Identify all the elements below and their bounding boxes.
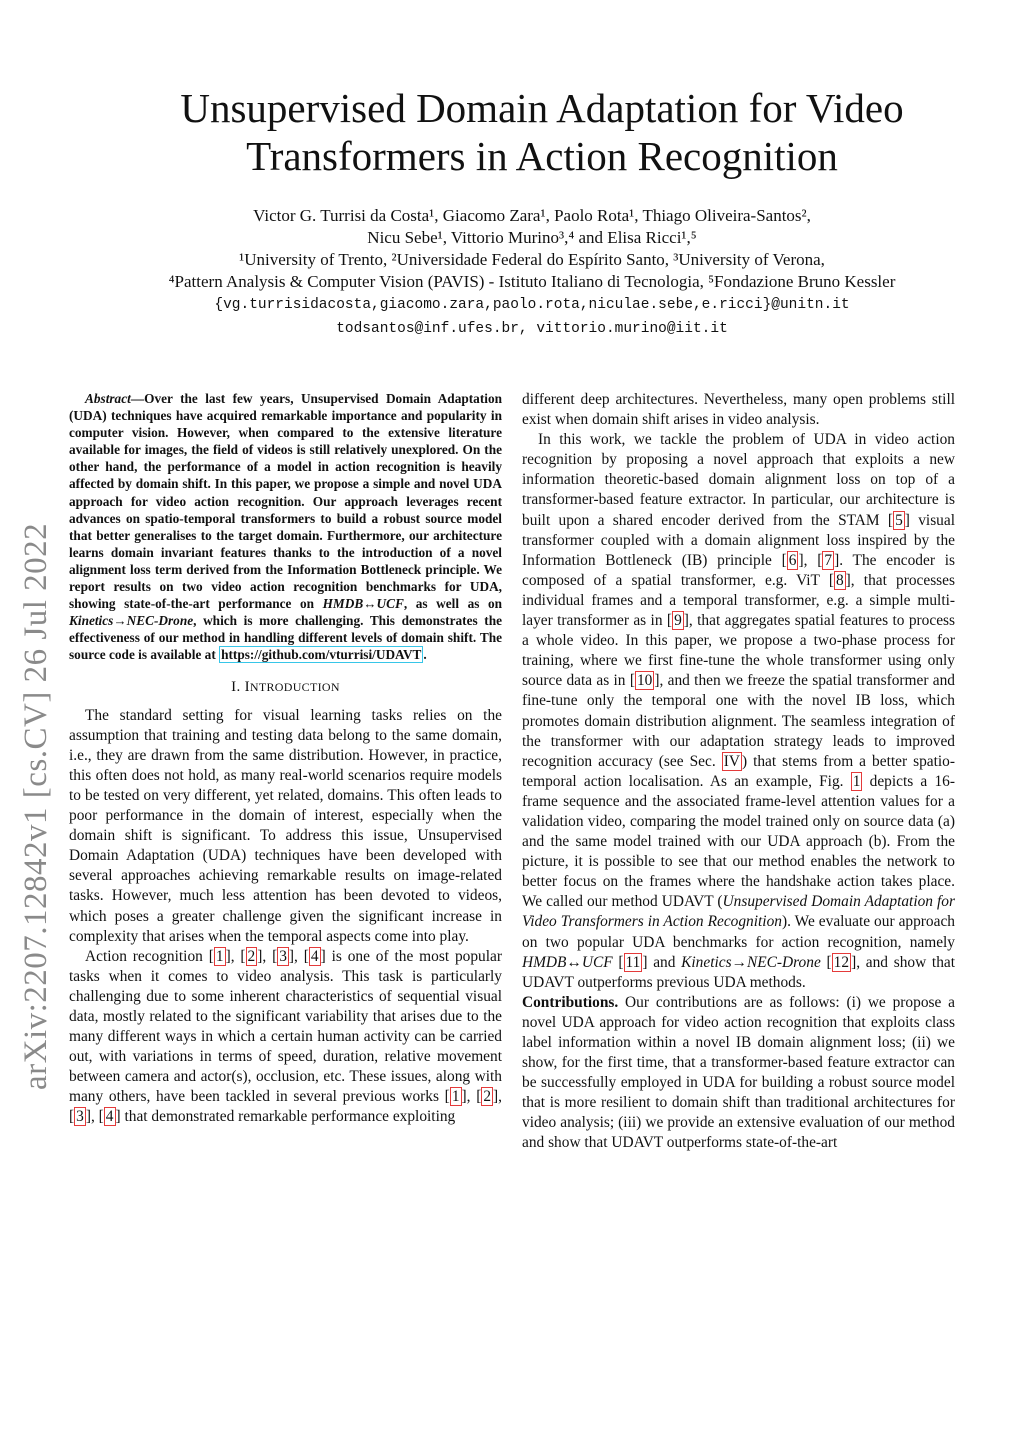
emails-line-1: {vg.turrisidacosta,giacomo.zara,paolo.rota,niculae.sebe,e.ricci}@unitn.it bbox=[214, 297, 850, 313]
citation-link[interactable]: 9 bbox=[674, 612, 682, 630]
citation-link[interactable]: 6 bbox=[788, 551, 797, 569]
title-line-2: Transformers in Action Recognition bbox=[246, 133, 838, 179]
citation-link[interactable]: 2 bbox=[483, 1088, 492, 1106]
section-heading-introduction: I. INTRODUCTION bbox=[231, 678, 340, 695]
authors-line-1: Victor G. Turrisi da Costa¹, Giacomo Zara¹, Paolo Rota¹, Thiago Oliveira-Santos², bbox=[253, 206, 811, 225]
right-column bbox=[522, 390, 955, 1154]
left-column bbox=[69, 390, 502, 1128]
paper-title bbox=[60, 84, 1024, 180]
citation-link[interactable]: 8 bbox=[835, 571, 844, 589]
abstract-label: Abstract bbox=[85, 391, 131, 406]
citation-link[interactable]: 3 bbox=[279, 947, 287, 965]
affiliations-line-1: ¹University of Trento, ²Universidade Federal do Espírito Santo, ³University of Verona, bbox=[239, 250, 825, 269]
arxiv-identifier: arXiv:2207.12842v1 [cs.CV] 26 Jul 2022 bbox=[18, 522, 54, 1090]
intro-paragraph-1: The standard setting for visual learning tasks relies on the assumption that training and testing data belong to the same domain, i.e., they are drawn from the same distribution. However, in practice, this often does not hold, as many real-world scenarios require models to be tested on very different, yet related, domains. This often leads to poor performance in the domain of interest, especially when the domain shift is significant. To address this issue, Unsupervised Domain Adaptation (UDA) techniques have been developed with several approaches achieving remarkable results on image-related tasks. However, much less attention has been devoted to videos, which poses a greater challenge given the significant increase in complexity that arises when the temporal aspects come into play. bbox=[69, 706, 502, 945]
citation-link[interactable]: 4 bbox=[310, 947, 319, 965]
citation-link[interactable]: 2 bbox=[247, 947, 256, 965]
contributions-label: Contributions. bbox=[522, 993, 619, 1011]
citation-link[interactable]: 4 bbox=[105, 1108, 114, 1126]
citation-link[interactable]: 1 bbox=[451, 1088, 460, 1106]
figure-link[interactable]: 1 bbox=[852, 772, 861, 790]
citation-link[interactable]: 1 bbox=[215, 947, 224, 965]
citation-link[interactable]: 12 bbox=[833, 953, 850, 971]
intro-paragraph-4: In this work, we tackle the problem of UDA in video action recognition by proposing a novel approach that exploits a new information theoretic-based domain alignment loss on top of a transformer-based feature extractor. In particular, our architecture is built upon a shared encoder derived from the STAM [ 5 ] visual transformer coupled with a domain alignment loss inspired by the Information Bottleneck (IB) principle [ 6 ], [ 7 ]. The encoder is composed of a spatial transformer, e.g. ViT [ 8 ], that processes individual frames and a temporal transformer, e.g. a simple multi-layer transformer as in [ 9 ], that aggregates spatial features to process a whole video. In this paper, we propose a two-phase process for training, where we first fine-tune the whole transformer using only source data as in [ 10 ], and then we freeze the spatial transformer and fine-tune only the temporal one with the novel IB loss, which promotes domain distribution alignment. The seamless integration of the transformer with our adaptation strategy leads to improved recognition accuracy (see Sec. IV ) that stems from a better spatio-temporal action localisation. As an example, Fig. 1 depicts a 16-frame sequence and the associated frame-level attention values for a validation video, comparing the model trained only on source data (a) and the same model trained with our UDA approach (b). From the picture, it is possible to see that our method enables the network to better focus on the frames where the handshake action takes place. We called our method UDAVT (Unsupervised Domain Adaptation for Video Transformers in Action Recognition). We evaluate our approach on two popular UDA benchmarks for action recognition, namely HMDB↔UCF [ 11 ] and Kinetics→NEC-Drone [ 12 ], and show that UDAVT outperforms previous UDA methods. bbox=[522, 431, 956, 991]
section-link[interactable]: IV bbox=[723, 752, 740, 770]
author-block bbox=[40, 205, 1024, 341]
citation-link[interactable]: 3 bbox=[76, 1108, 84, 1126]
source-code-link[interactable]: https://github.com/vturrisi/UDAVT bbox=[221, 647, 422, 663]
citation-link[interactable]: 7 bbox=[824, 551, 833, 569]
affiliations-line-2: ⁴Pattern Analysis & Computer Vision (PAVIS) - Istituto Italiano di Tecnologia, ⁵Fondazione Bruno Kessler bbox=[168, 272, 896, 291]
citation-link[interactable]: 10 bbox=[636, 672, 653, 690]
abstract: Abstract—Over the last few years, Unsupervised Domain Adaptation (UDA) techniques have acquired remarkable importance and popularity in computer vision. However, when compared to the extensive literature available for images, the field of videos is still relatively unexplored. On the other hand, the performance of a model in action recognition is heavily affected by domain shift. In this paper, we propose a simple and novel UDA approach for video action recognition. Our approach leverages recent advances on spatio-temporal transformers to build a robust source model that better generalises to the target domain. Furthermore, our architecture learns domain invariant features thanks to the introduction of a novel alignment loss term derived from the Information Bottleneck principle. We report results on two video action recognition benchmarks for UDA, showing state-of-the-art performance on HMDB↔UCF, as well as on Kinetics→NEC-Drone, which is more challenging. This demonstrates the effectiveness of our method in handling different levels of domain shift. The source code is available at https://github.com/vturrisi/UDAVT . bbox=[69, 391, 502, 663]
contributions-paragraph: Contributions. Our contributions are as follows: (i) we propose a novel UDA approach for video action recognition that exploits class label information within a novel IB domain alignment loss; (ii) we show, for the first time, that a transformer-based feature extractor can be successfully employed in UDA for building a robust source model that is more resilient to domain shift than traditional architectures for video analysis; (iii) we provide an extensive evaluation of our method and show that UDAVT outperforms state-of-the-art bbox=[522, 993, 955, 1152]
emails-line-2: todsantos@inf.ufes.br, vittorio.murino@iit.it bbox=[336, 321, 728, 337]
intro-paragraph-3: different deep architectures. Nevertheless, many open problems still exist when domain shift arises in video analysis. bbox=[522, 391, 955, 429]
citation-link[interactable]: 5 bbox=[895, 511, 903, 529]
intro-paragraph-2: Action recognition [ 1 ], [ 2 ], [ 3 ], [ 4 ] is one of the most popular tasks when it comes to video analysis. This task is particularly challenging due to some inherent characteristics of sequential visual data, mostly related to the significant variability that arises due to the many different ways in which a certain human activity can be carried out, with variations in terms of speed, duration, relative movement between camera and actor(s), occlusion, etc. These issues, along with many others, have been tackled in several previous works [ 1 ], [ 2 ], [ 3 ], [ 4 ] that demonstrated remarkable performance exploiting bbox=[69, 947, 503, 1126]
title-line-1: Unsupervised Domain Adaptation for Video bbox=[180, 85, 904, 131]
citation-link[interactable]: 11 bbox=[625, 953, 641, 971]
authors-line-2: Nicu Sebe¹, Vittorio Murino³,⁴ and Elisa Ricci¹,⁵ bbox=[367, 228, 697, 247]
